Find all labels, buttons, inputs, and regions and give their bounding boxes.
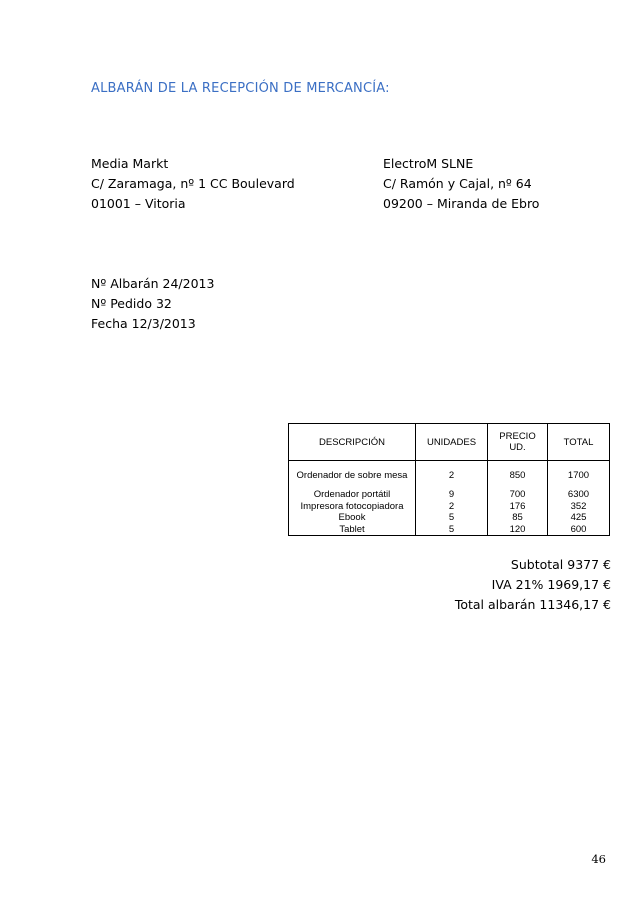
table-row: [289, 524, 610, 536]
client-address: C/ Zaramaga, nº 1 CC Boulevard: [91, 176, 295, 191]
cell-total: 6300: [548, 489, 610, 501]
header-descripcion: DESCRIPCIÓN: [289, 424, 416, 461]
client-city: 01001 – Vitoria: [91, 196, 186, 211]
cell-total: 352: [548, 501, 610, 513]
cell-descripcion: Ebook: [289, 512, 416, 524]
document-date: Fecha 12/3/2013: [91, 316, 196, 331]
supplier-name: ElectroM SLNE: [383, 156, 474, 171]
cell-precio: 700: [488, 489, 548, 501]
supplier-address-block: [383, 154, 539, 214]
page-number: 46: [591, 852, 606, 866]
reference-block: [91, 274, 214, 334]
albaran-number: Nº Albarán 24/2013: [91, 276, 215, 291]
cell-descripcion: Tablet: [289, 524, 416, 536]
header-precio: PRECIO UD.: [488, 424, 548, 461]
cell-descripcion: Ordenador de sobre mesa: [289, 461, 416, 490]
table-header-row: [289, 424, 610, 461]
total-line: Total albarán 11346,17 €: [454, 597, 611, 612]
header-unidades: UNIDADES: [416, 424, 488, 461]
supplier-address: C/ Ramón y Cajal, nº 64: [383, 176, 532, 191]
cell-precio: 850: [488, 461, 548, 490]
order-number: Nº Pedido 32: [91, 296, 172, 311]
cell-unidades: 2: [416, 501, 488, 513]
iva-line: IVA 21% 1969,17 €: [491, 577, 611, 592]
cell-total: 1700: [548, 461, 610, 490]
client-name: Media Markt: [91, 156, 169, 171]
document-title: ALBARÁN DE LA RECEPCIÓN DE MERCANCÍA:: [91, 81, 390, 96]
cell-total: 425: [548, 512, 610, 524]
items-table: [288, 423, 610, 536]
table-row: [289, 461, 610, 490]
cell-descripcion: Impresora fotocopiadora: [289, 501, 416, 513]
supplier-city: 09200 – Miranda de Ebro: [383, 196, 540, 211]
cell-precio: 176: [488, 501, 548, 513]
cell-precio: 120: [488, 524, 548, 536]
cell-unidades: 2: [416, 461, 488, 490]
cell-unidades: 9: [416, 489, 488, 501]
header-total: TOTAL: [548, 424, 610, 461]
subtotal-line: Subtotal 9377 €: [510, 557, 611, 572]
cell-total: 600: [548, 524, 610, 536]
cell-precio: 85: [488, 512, 548, 524]
cell-descripcion: Ordenador portátil: [289, 489, 416, 501]
table-row: [289, 489, 610, 501]
cell-unidades: 5: [416, 512, 488, 524]
totals-block: [455, 555, 611, 615]
table-row: [289, 501, 610, 513]
cell-unidades: 5: [416, 524, 488, 536]
table-row: [289, 512, 610, 524]
client-address-block: [91, 154, 295, 214]
